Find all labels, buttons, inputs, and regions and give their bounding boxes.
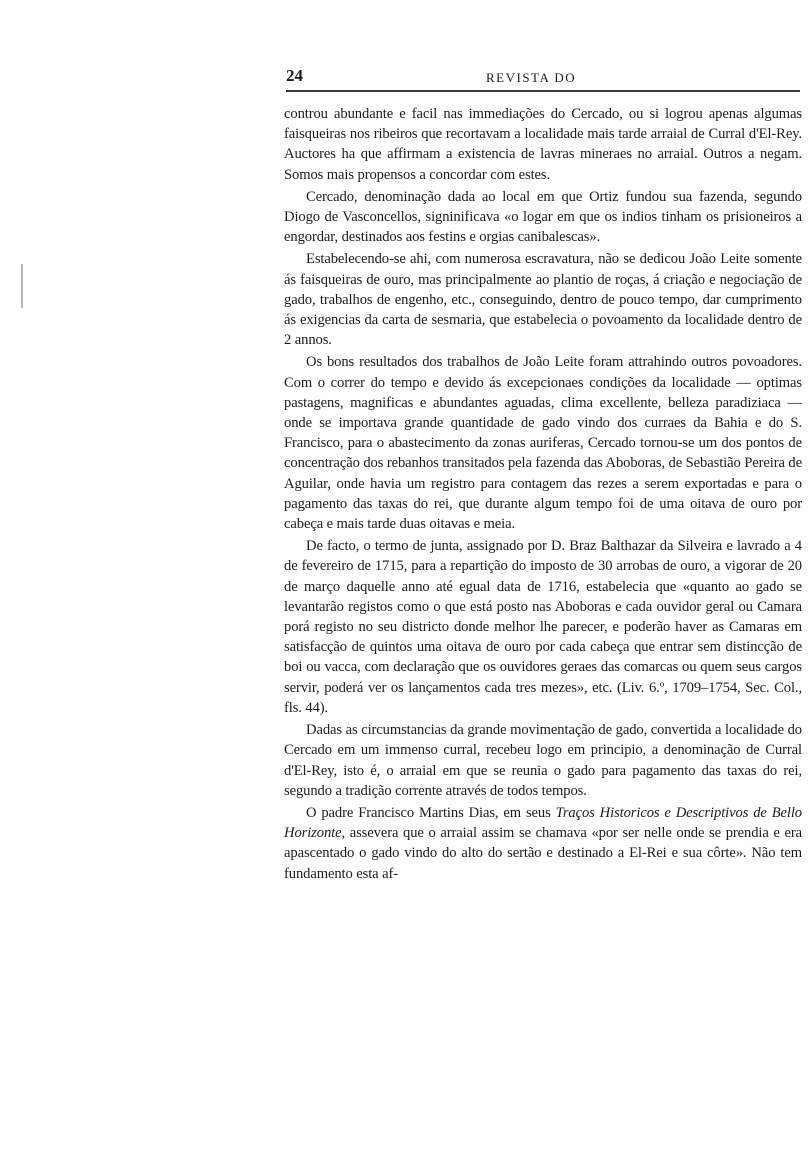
- margin-mark: [21, 264, 23, 308]
- paragraph-7: O padre Francisco Martins Dias, em seus Traços Historicos e Descriptivos de Bello Horizonte, assevera que o arraial assim se chamava «por ser nelle onde se prendia e era apascentado o gado vindo do alto do sertão e destinado a El-Rei e sua côrte». Não tem fundamento esta af-: [284, 804, 802, 882]
- page-header: [286, 66, 802, 88]
- paragraph-6: Dadas as circumstancias da grande movimentação de gado, convertida a localidade do Cercado em um immenso curral, recebeu logo em principio, a denominação de Curral d'El-Rey, isto é, o arraial em que se reunia o gado para pagamento das taxas do rei, segundo a tradição corrente através de todos tempos.: [284, 722, 802, 799]
- paragraph-2: Cercado, denominação dada ao local em que Ortiz fundou sua fazenda, segundo Diogo de Vasconcellos, signinificava «o logar em que os indios tinham os prisioneiros a engordar, destinados aos festins e orgias canibalescas».: [284, 188, 802, 246]
- body-text: [284, 104, 802, 886]
- paragraph-5: De facto, o termo de junta, assignado por D. Braz Balthazar da Silveira e lavrado a 4 de fevereiro de 1715, para a repartição do imposto de 30 arrobas de ouro, a vigorar de 20 de março daquelle anno até egual data de 1716, estabelecia que «quanto ao gado se levantarão registos como o que está posto nas Aboboras e cada ouvidor geral ou Camara porá registo no seu districto donde melhor lhe parecer, e poderão haver as Camaras em satisfacção de quintos uma oitava de ouro por cada cabeça que entrar sem distincção de boi ou vacca, com declaração que os ouvidores geraes das comarcas ou quem seus cargos servir, poderá ver os lançamentos cada tres mezes», etc. (Liv. 6.º, 1709–1754, Sec. Col., fls. 44).: [284, 538, 802, 716]
- paragraph-3: Estabelecendo-se ahi, com numerosa escravatura, não se dedicou João Leite somente ás faisqueiras de ouro, mas principalmente ao plantio de roças, á criação e negociação de gado, trabalhos de engenho, etc., conseguindo, dentro de pouco tempo, dar cumprimento ás exigencias da carta de sesmaria, que estabelecia o povoamento da localidade dentro de 2 annos.: [284, 251, 802, 349]
- book-title: Traços Historicos e Descriptivos de Bello Horizonte: [284, 804, 802, 842]
- header-rule: [286, 90, 800, 92]
- page-number: 24: [286, 66, 303, 85]
- paragraph-4: Os bons resultados dos trabalhos de João Leite foram attrahindo outros povoadores. Com o correr do tempo e devido ás excepcionaes condições da localidade — optimas pastagens, magnificas e abundantes aguadas, clima excellente, belleza paradiziaca — onde se importava grande quantidade de gado vindo dos curraes da Bahia e do S. Francisco, para o abastecimento da zonas auriferas, Cercado tornou-se um dos pontos de concentração dos rebanhos transitados pela fazenda das Aboboras, de Sebastião Pereira de Aguilar, onde havia um registro para contagem das rezes a serem exportadas e para o pagamento das taxas do rei, que durante algum tempo foi de uma oitava de ouro por cabeça e mais tarde duas oitavas e meia.: [284, 354, 802, 533]
- paragraph-1: controu abundante e facil nas immediações do Cercado, ou si logrou apenas algumas faisqueiras nos ribeiros que recortavam a localidade mais tarde arraial de Curral d'El-Rey. Auctores ha que affirmam a existencia de lavras mineraes no arraial. Outros a negam. Somos mais propensos a concordar com estes.: [284, 106, 802, 183]
- running-title: REVISTA DO: [486, 70, 577, 85]
